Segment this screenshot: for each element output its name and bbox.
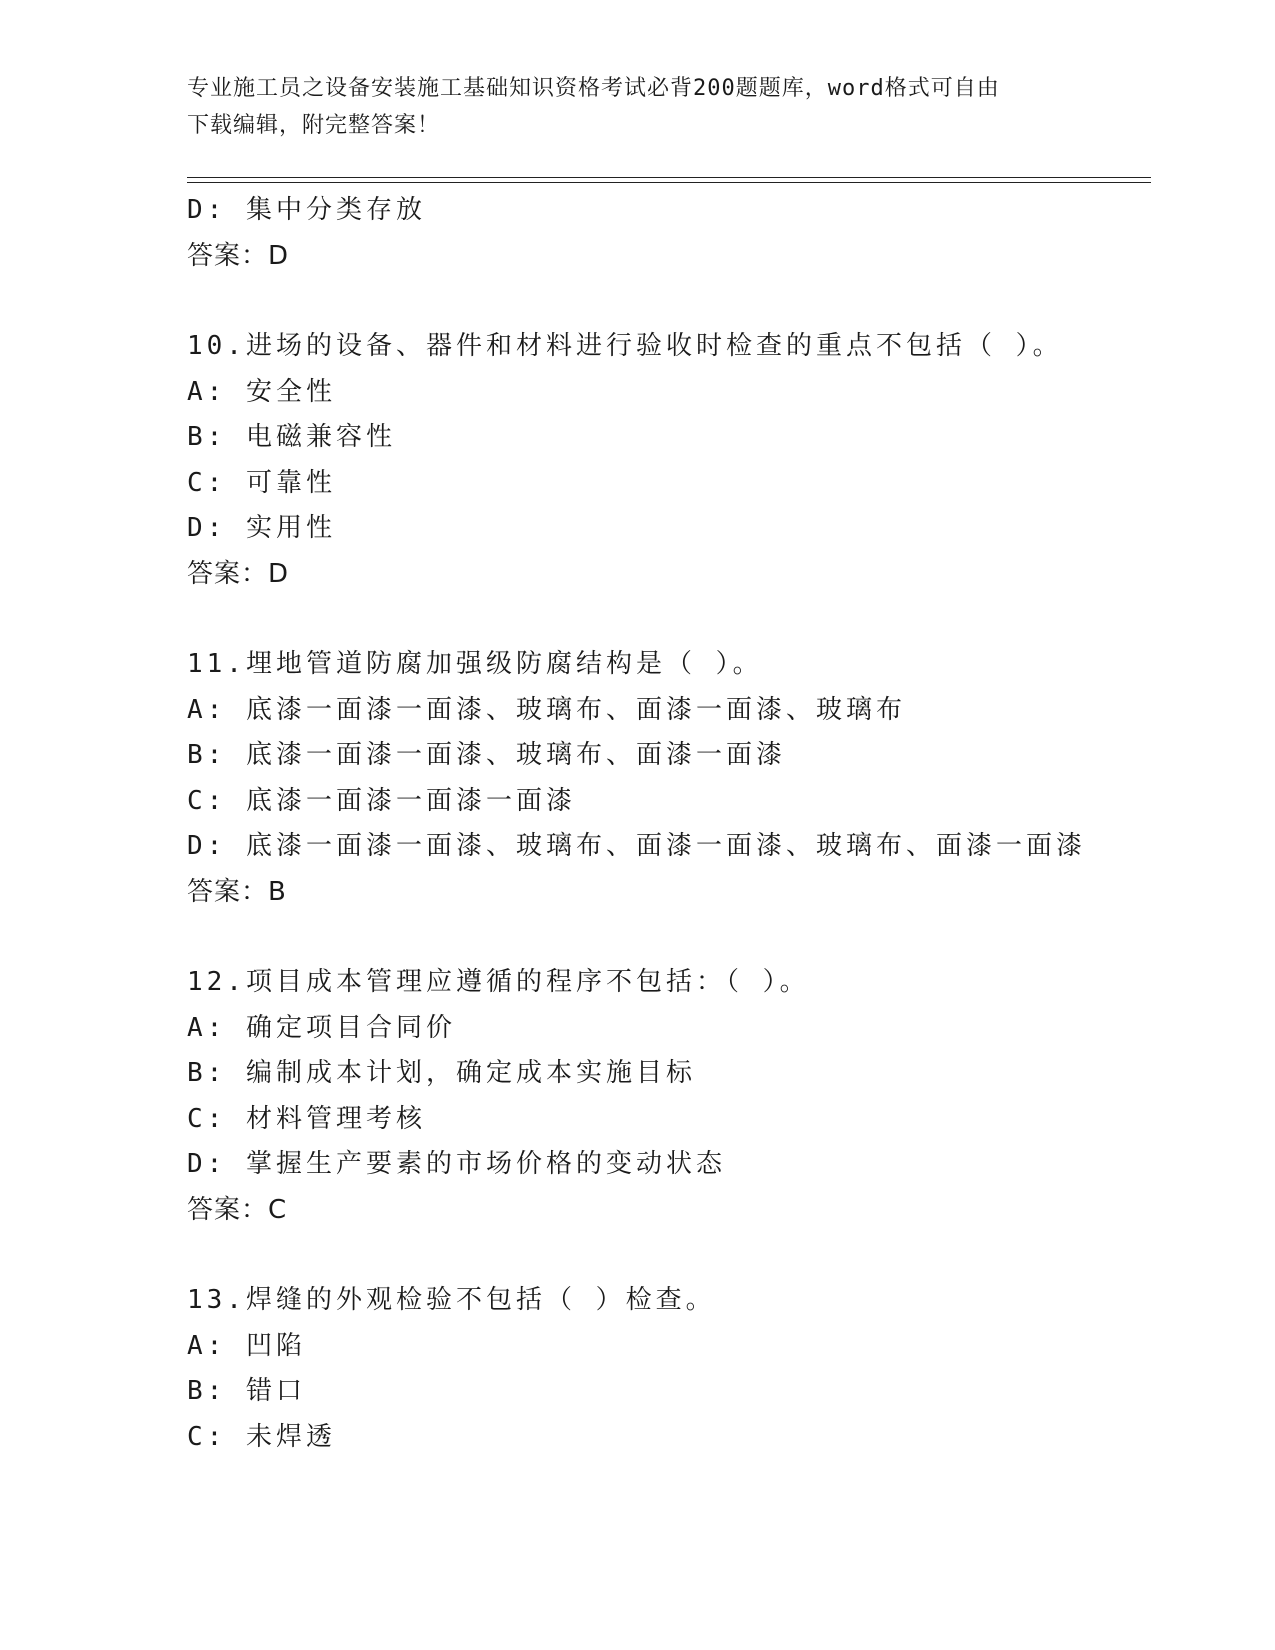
question-stem: 12.项目成本管理应遵循的程序不包括：（ ）。 xyxy=(187,967,810,997)
answer-line: 答案：C xyxy=(187,1194,288,1225)
option-line: A: 底漆一面漆一面漆、玻璃布、面漆一面漆、玻璃布 xyxy=(187,694,906,725)
question-block xyxy=(187,1278,1187,1460)
question-block xyxy=(187,960,1187,1233)
option-line: B: 电磁兼容性 xyxy=(187,422,396,452)
option-line: C: 材料管理考核 xyxy=(187,1103,426,1134)
question-stem: 10.进场的设备、器件和材料进行验收时检查的重点不包括（ ）。 xyxy=(187,331,1063,361)
option-line: B: 底漆一面漆一面漆、玻璃布、面漆一面漆 xyxy=(187,740,786,770)
question-list xyxy=(187,188,1187,1460)
answer-line: 答案：D xyxy=(187,558,290,589)
header-divider-bottom xyxy=(187,182,1151,183)
question-stem: 13.焊缝的外观检验不包括（ ）检查。 xyxy=(187,1285,716,1315)
header-title-line-2: 下载编辑，附完整答案！ xyxy=(187,113,441,138)
document-header xyxy=(187,70,1087,144)
question-block xyxy=(187,324,1187,597)
option-line: C: 未焊透 xyxy=(187,1421,336,1452)
option-line: A: 凹陷 xyxy=(187,1330,306,1361)
block-spacer xyxy=(187,597,1187,642)
option-line: C: 底漆一面漆一面漆一面漆 xyxy=(187,785,576,816)
option-line: D: 实用性 xyxy=(187,513,336,543)
block-spacer xyxy=(187,279,1187,324)
block-spacer xyxy=(187,1233,1187,1278)
option-line: B: 错口 xyxy=(187,1376,306,1406)
option-line: D: 底漆一面漆一面漆、玻璃布、面漆一面漆、玻璃布、面漆一面漆 xyxy=(187,831,1086,861)
option-line: D: 掌握生产要素的市场价格的变动状态 xyxy=(187,1149,726,1179)
answer-line: 答案：D xyxy=(187,240,290,271)
answer-line: 答案：B xyxy=(187,876,287,907)
question-block xyxy=(187,188,1187,279)
question-stem: 11.埋地管道防腐加强级防腐结构是（ ）。 xyxy=(187,649,763,679)
question-block xyxy=(187,642,1187,915)
header-title-line-1: 专业施工员之设备安装施工基础知识资格考试必背200题题库，word格式可自由 xyxy=(187,76,1000,101)
option-line: A: 确定项目合同价 xyxy=(187,1012,456,1043)
block-spacer xyxy=(187,915,1187,960)
option-line: C: 可靠性 xyxy=(187,467,336,498)
option-line: A: 安全性 xyxy=(187,376,336,407)
header-divider-top xyxy=(187,177,1151,178)
option-line: B: 编制成本计划，确定成本实施目标 xyxy=(187,1058,696,1088)
option-line: D: 集中分类存放 xyxy=(187,195,426,225)
